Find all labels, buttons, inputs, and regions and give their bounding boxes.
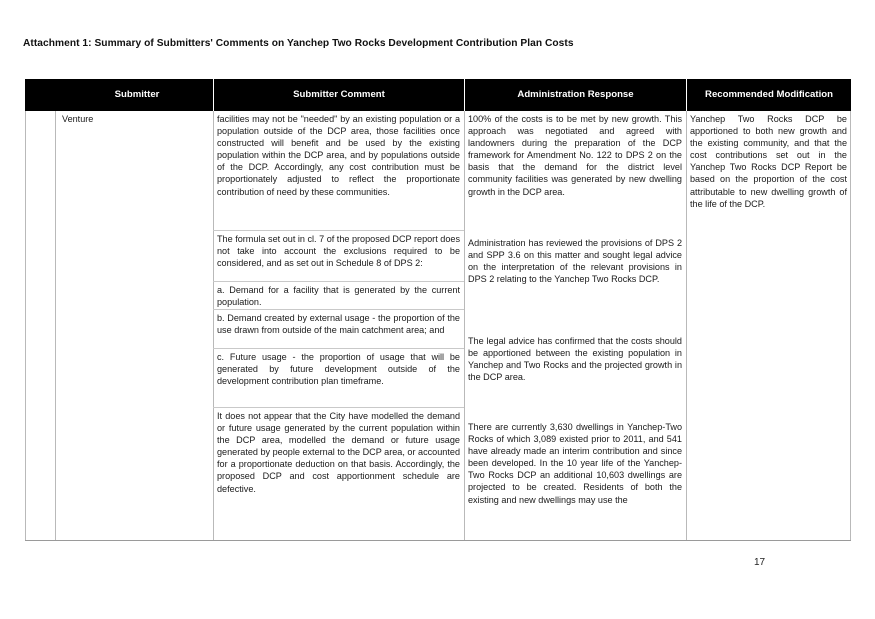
recommended-modification-text: Yanchep Two Rocks DCP be apportioned to both new growth and the existing community, and that the cost contributions set out in the Yanchep Two Rocks DCP Report be based on the proportion of the cost attributable to new dwelling growth of the life of the DCP. (690, 114, 847, 209)
column-divider (25, 111, 26, 541)
table-row (25, 111, 851, 541)
attachment-title: Attachment 1: Summary of Submitters' Comments on Yanchep Two Rocks Development Contribution Plan Costs (23, 38, 574, 49)
header-recommended-modification: Recommended Modification (705, 89, 833, 100)
header-submitter: Submitter (114, 89, 160, 100)
column-divider (464, 111, 465, 541)
paragraph-divider (213, 281, 464, 282)
comment-list-item: c. Future usage - the proportion of usage that will be generated by future development outside of the development contribution plan timeframe. (217, 352, 460, 387)
comment-list-item: a. Demand for a facility that is generated by the current population. (217, 285, 460, 308)
comment-paragraph: The formula set out in cl. 7 of the proposed DCP report does not take into account the exclusions required to be considered, and as set out in Schedule 8 of DPS 2: (217, 234, 460, 269)
comment-paragraph: It does not appear that the City have modelled the demand or future usage generated by the current population within the DCP area, modelled the demand or future usage generated by people external to the DCP area, or accounted for a proportionate deduction on that basis. Accordingly, the proposed DCP and cost apportionment schedule are defective. (217, 411, 461, 494)
paragraph-divider (213, 309, 464, 310)
paragraph-divider (213, 348, 464, 349)
comments-table (25, 79, 851, 541)
column-divider (55, 111, 56, 541)
comment-paragraph: facilities may not be "needed" by an existing population or a population outside of the DCP area, those facilities once constructed will benefit and be used by the existing population within the DCP area, and by populations outside of the DCP. Accordingly, any cost contribution must be proportionately adjusted to reflect the proportionate contribution of need by these communities. (217, 114, 460, 197)
page-number: 17 (754, 557, 766, 568)
column-divider (686, 111, 687, 541)
response-paragraph: Administration has reviewed the provisions of DPS 2 and SPP 3.6 on this matter and sought legal advice on the interpretation of the relevant provisions in DPS 2 relating to the Yanchep Two Rocks DCP. (468, 238, 682, 285)
column-divider (213, 111, 214, 541)
paragraph-divider (213, 230, 464, 231)
header-submitter-comment: Submitter Comment (293, 89, 385, 100)
table-header-row (25, 79, 851, 111)
table-bottom-border (25, 540, 851, 541)
submitter-name: Venture (62, 114, 94, 124)
response-paragraph: 100% of the costs is to be met by new growth. This approach was negotiated and agreed with landowners during the preparation of the DCP framework for Amendment No. 122 to DPS 2 on the basis that the demand for the district level community facilities was generated by new dwelling growth in the DCP area. (468, 114, 682, 197)
response-paragraph: There are currently 3,630 dwellings in Yanchep-Two Rocks of which 3,089 existed prior to 2011, and 541 have already made an interim contribution and since been developed. In the 10 year life of the Yanchep-Two Rocks DCP an additional 10,603 dwellings are projected to be created. Residents of both the existing and new dwellings may use the (468, 422, 682, 505)
header-administration-response: Administration Response (517, 89, 634, 100)
paragraph-divider (213, 407, 464, 408)
column-divider (850, 111, 851, 541)
comment-list-item: b. Demand created by external usage - the proportion of the use drawn from outside of the main catchment area; and (217, 313, 460, 336)
response-paragraph: The legal advice has confirmed that the costs should be apportioned between the existing population in Yanchep and Two Rocks and the projected growth in the DCP area. (468, 336, 682, 383)
